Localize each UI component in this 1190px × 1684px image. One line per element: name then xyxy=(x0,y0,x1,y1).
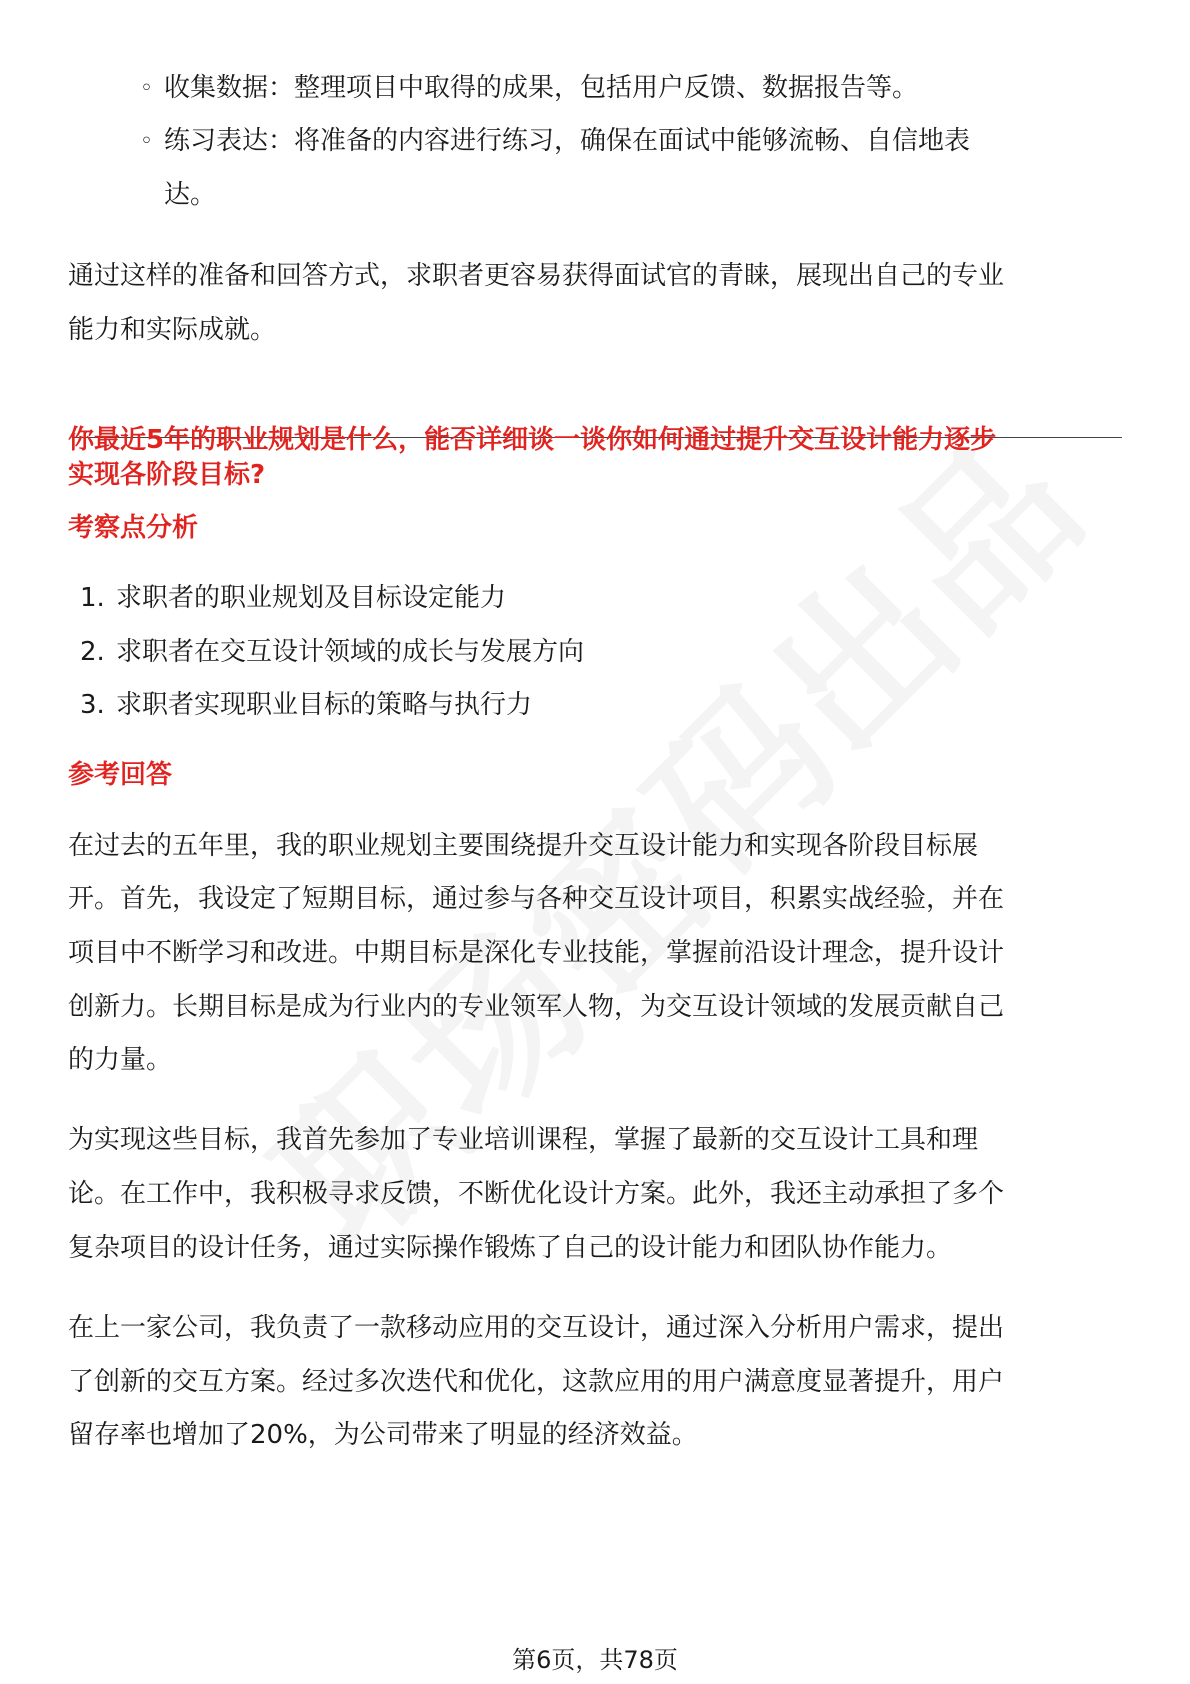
question-line: 你最近5年的职业规划是什么，能否详细谈一谈你如何通过提升交互设计能力逐步 xyxy=(68,425,997,455)
question-line: 实现各阶段目标? xyxy=(68,460,266,490)
bullet-marker: ◦ xyxy=(140,129,153,154)
list-item: 求职者在交互设计领域的成长与发展方向 xyxy=(116,637,585,667)
paragraph-line: 在过去的五年里，我的职业规划主要围绕提升交互设计能力和实现各阶段目标展 xyxy=(68,831,979,861)
paragraph-line: 在上一家公司，我负责了一款移动应用的交互设计，通过深入分析用户需求，提出 xyxy=(68,1313,1005,1343)
list-number: 2. xyxy=(80,637,105,667)
list-number: 3. xyxy=(80,690,105,720)
bullet-label: 收集数据： xyxy=(164,73,295,103)
paragraph-line: 了创新的交互方案。经过多次迭代和优化，这款应用的用户满意度显著提升，用户 xyxy=(68,1367,1005,1397)
list-number: 1. xyxy=(80,583,105,613)
list-item: 求职者的职业规划及目标设定能力 xyxy=(116,583,507,613)
bullet-marker: ◦ xyxy=(140,76,153,101)
bullet-text: 整理项目中取得的成果，包括用户反馈、数据报告等。 xyxy=(294,73,919,103)
paragraph-line: 创新力。长期目标是成为行业内的专业领军人物，为交互设计领域的发展贡献自己 xyxy=(68,992,1005,1022)
paragraph-line: 的力量。 xyxy=(68,1045,173,1075)
paragraph-line: 能力和实际成就。 xyxy=(68,315,277,345)
answer-heading: 参考回答 xyxy=(68,760,173,790)
paragraph-line: 论。在工作中，我积极寻求反馈，不断优化设计方案。此外，我还主动承担了多个 xyxy=(68,1179,1005,1209)
paragraph-line: 为实现这些目标，我首先参加了专业培训课程，掌握了最新的交互设计工具和理 xyxy=(68,1125,979,1155)
bullet-text: 将准备的内容进行练习，确保在面试中能够流畅、自信地表 xyxy=(294,126,971,156)
paragraph-line: 通过这样的准备和回答方式，求职者更容易获得面试官的青睐，展现出自己的专业 xyxy=(68,261,1005,291)
bullet-label: 练习表达： xyxy=(164,126,295,156)
analysis-heading: 考察点分析 xyxy=(68,513,199,543)
list-item xyxy=(164,113,970,170)
list-item: 求职者实现职业目标的策略与执行力 xyxy=(116,690,533,720)
page-footer: 第6页，共78页 xyxy=(512,1646,678,1674)
list-item xyxy=(164,60,918,117)
paragraph-line: 复杂项目的设计任务，通过实际操作锻炼了自己的设计能力和团队协作能力。 xyxy=(68,1233,953,1263)
paragraph-line: 开。首先，我设定了短期目标，通过参与各种交互设计项目，积累实战经验，并在 xyxy=(68,884,1005,914)
bullet-text-continued: 达。 xyxy=(164,180,217,210)
paragraph-line: 项目中不断学习和改进。中期目标是深化专业技能，掌握前沿设计理念，提升设计 xyxy=(68,938,1005,968)
paragraph-line: 留存率也增加了20%，为公司带来了明显的经济效益。 xyxy=(68,1420,698,1450)
